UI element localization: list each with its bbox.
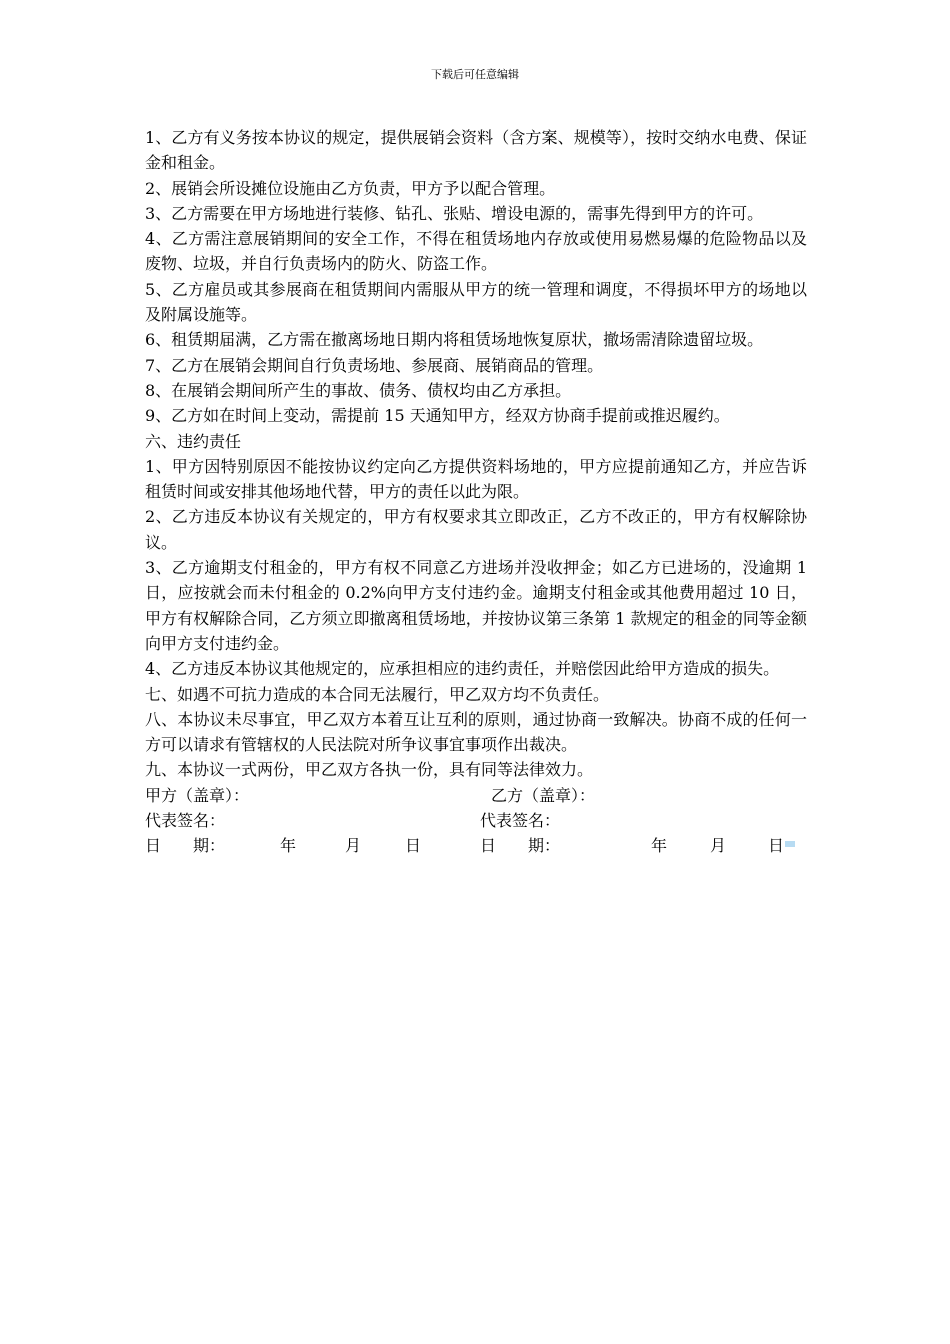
paragraph-9: 9、乙方如在时间上变动，需提前 15 天通知甲方，经双方协商手提前或推迟履约。 [145,406,730,426]
paragraph-5: 5、乙方雇员或其参展商在租赁期间内需服从甲方的统一管理和调度，不得损坏甲方的场地以及附属设施等。 [145,279,807,325]
party-b-date-year: 年 [651,836,668,856]
section-force-majeure: 七、如遇不可抗力造成的本合同无法履行，甲乙双方均不负责任。 [145,684,610,704]
signature-seal-row [145,783,807,808]
paragraph-6: 6、租赁期届满，乙方需在撤离场地日期内将租赁场地恢复原状，撤场需清除遗留垃圾。 [145,330,764,350]
signature-rep-row [145,808,807,833]
paragraph-2: 2、展销会所设摊位设施由乙方负责，甲方予以配合管理。 [145,178,556,198]
paragraph-7: 7、乙方在展销会期间自行负责场地、参展商、展销商品的管理。 [145,355,604,375]
party-a-date-day: 日 [405,836,422,856]
party-b-rep-label: 代表签名： [480,811,561,831]
breach-clause-3: 3、乙方逾期支付租金的，甲方有权不同意乙方进场并没收押金；如乙方已进场的，没逾期 1 日，应按就会而未付租金的 0.2%向甲方支付违约金。逾期支付租金或其他费用超过 10 日，甲方有权解除合同，乙方须立即撤离租赁场地，并按协议第三条第 1 款规定的租金的同等金额向甲方支付违约金。 [145,558,807,653]
party-a-date-year: 年 [280,836,297,856]
paragraph-3: 3、乙方需要在甲方场地进行装修、钻孔、张贴、增设电源的，需事先得到甲方的许可。 [145,203,764,223]
text-cursor-marker [785,841,795,847]
party-a-date-month: 月 [345,836,362,856]
paragraph-8: 8、在展销会期间所产生的事故、债务、债权均由乙方承担。 [145,380,572,400]
party-a-seal-label: 甲方（盖章）： [145,785,250,805]
party-a-date-label: 日 期： [145,836,226,856]
party-a-rep-label: 代表签名： [145,811,226,831]
section-copies: 九、本协议一式两份，甲乙双方各执一份，具有同等法律效力。 [145,760,594,780]
signature-date-row [145,833,807,858]
party-b-date-month: 月 [710,836,727,856]
breach-clause-4: 4、乙方违反本协议其他规定的，应承担相应的违约责任，并赔偿因此给甲方造成的损失。 [145,659,780,679]
paragraph-1: 1、乙方有义务按本协议的规定，提供展销会资料（含方案、规模等），按时交纳水电费、保证金和租金。 [145,128,807,173]
paragraph-4: 4、乙方需注意展销期间的安全工作，不得在租赁场地内存放或使用易燃易爆的危险物品以及废物、垃圾，并自行负责场内的防火、防盗工作。 [145,229,807,274]
breach-clause-2: 2、乙方违反本协议有关规定的，甲方有权要求其立即改正，乙方不改正的，甲方有权解除协议。 [145,507,807,552]
section-unresolved-matters: 八、本协议未尽事宜，甲乙双方本着互让互利的原则，通过协商一致解决。协商不成的任何一方可以请求有管辖权的人民法院对所争议事宜事项作出裁决。 [145,709,807,755]
section-heading-breach: 六、违约责任 [145,431,242,451]
document-body [145,125,807,859]
party-b-seal-label: 乙方（盖章）： [491,785,596,805]
party-b-date-label: 日 期： [480,836,561,856]
party-b-date-day: 日 [768,836,785,856]
breach-clause-1: 1、甲方因特别原因不能按协议约定向乙方提供资料场地的，甲方应提前通知乙方，并应告诉租赁时间或安排其他场地代替，甲方的责任以此为限。 [145,456,807,502]
page-header: 下载后可任意编辑 [431,68,519,81]
